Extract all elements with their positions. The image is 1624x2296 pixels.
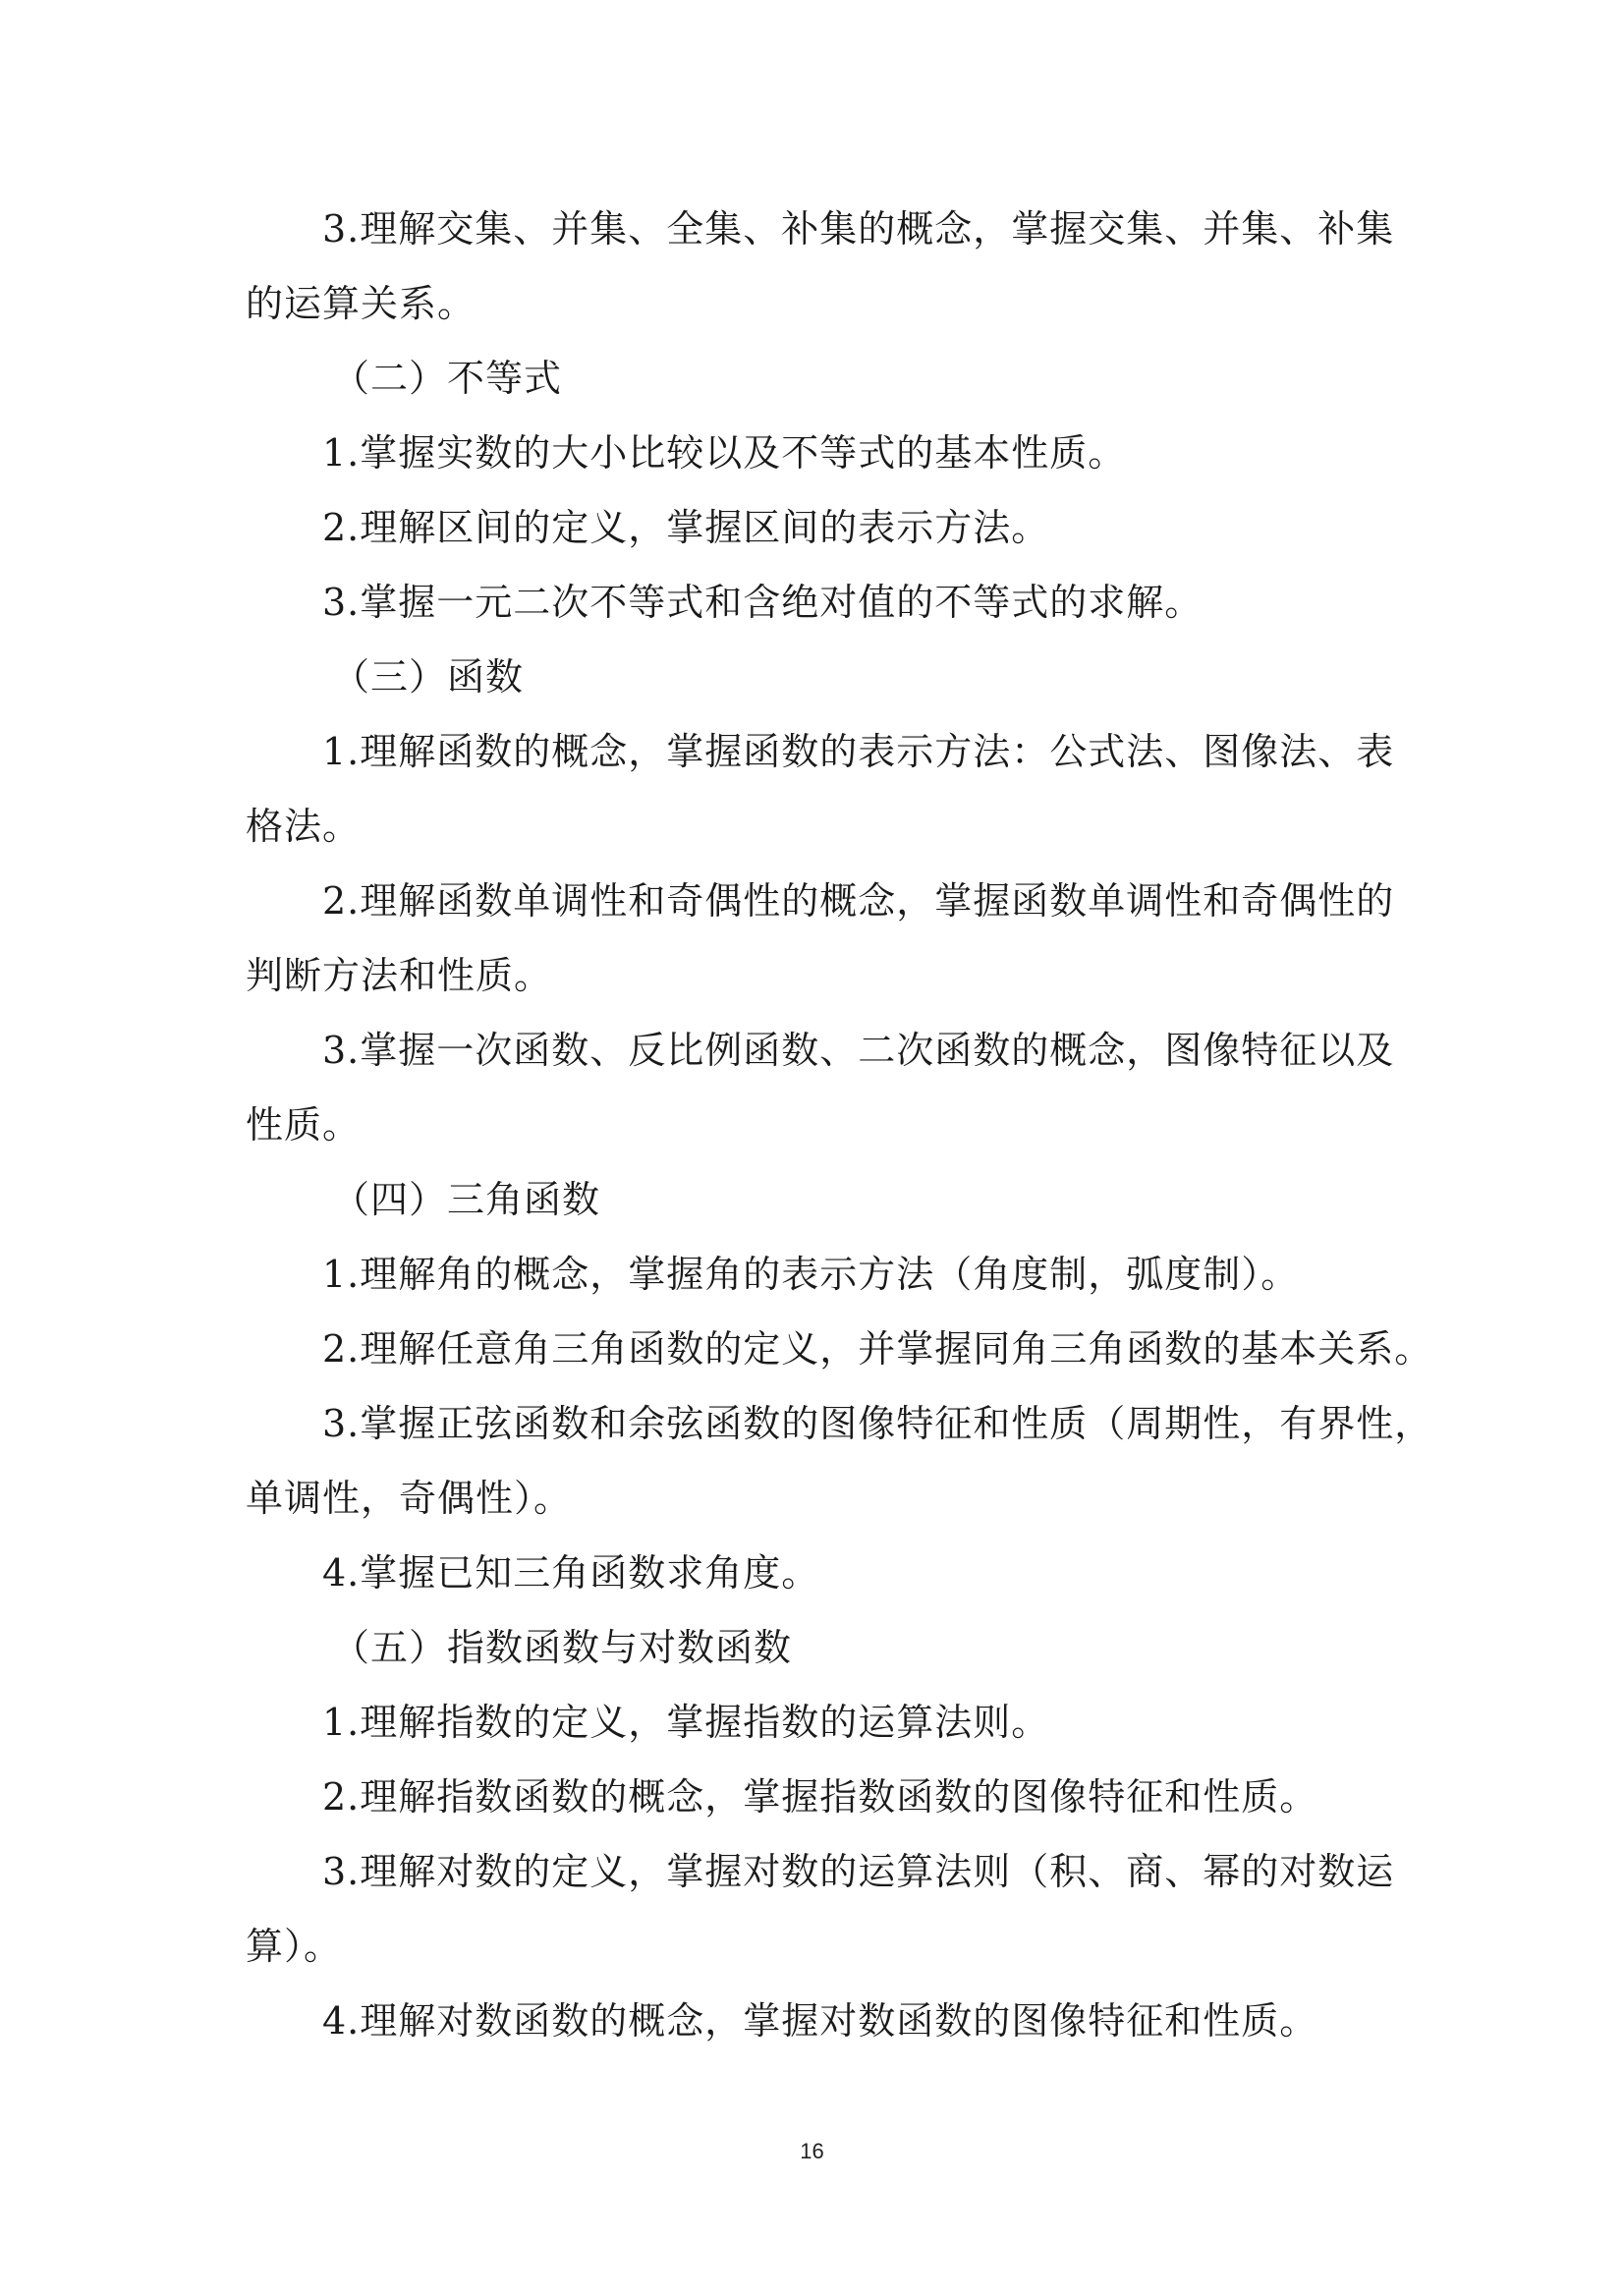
item-sets-3-cont: 的运算关系。 (246, 282, 476, 325)
section-heading-inequalities: （二）不等式 (332, 357, 563, 400)
item-inequalities-3: 3.掌握一元二次不等式和含绝对值的不等式的求解。 (322, 581, 1204, 624)
item-functions-2-cont: 判断方法和性质。 (246, 954, 553, 997)
page-number: 16 (800, 2139, 824, 2163)
item-functions-1-cont: 格法。 (246, 805, 362, 848)
item-exp-log-4: 4.理解对数函数的概念，掌握对数函数的图像特征和性质。 (322, 1999, 1318, 2043)
item-trig-3: 3.掌握正弦函数和余弦函数的图像特征和性质（周期性，有界性， (322, 1402, 1433, 1445)
item-functions-3-cont: 性质。 (246, 1103, 362, 1147)
item-exp-log-2: 2.理解指数函数的概念，掌握指数函数的图像特征和性质。 (322, 1775, 1318, 1819)
section-heading-functions: （三）函数 (332, 655, 525, 699)
item-exp-log-1: 1.理解指数的定义，掌握指数的运算法则。 (322, 1701, 1050, 1744)
item-exp-log-3-cont: 算）。 (246, 1925, 343, 1968)
item-trig-3-cont: 单调性，奇偶性）。 (246, 1477, 573, 1520)
item-functions-1: 1.理解函数的概念，掌握函数的表示方法：公式法、图像法、表 (322, 730, 1395, 773)
section-heading-trig: （四）三角函数 (332, 1178, 601, 1221)
item-functions-3: 3.掌握一次函数、反比例函数、二次函数的概念，图像特征以及 (322, 1029, 1395, 1072)
section-heading-exp-log: （五）指数函数与对数函数 (332, 1626, 793, 1669)
item-trig-1: 1.理解角的概念，掌握角的表示方法（角度制，弧度制）。 (322, 1253, 1300, 1296)
item-trig-2: 2.理解任意角三角函数的定义，并掌握同角三角函数的基本关系。 (322, 1327, 1433, 1371)
item-inequalities-2: 2.理解区间的定义，掌握区间的表示方法。 (322, 506, 1050, 549)
item-sets-3: 3.理解交集、并集、全集、补集的概念，掌握交集、并集、补集 (322, 207, 1395, 251)
item-functions-2: 2.理解函数单调性和奇偶性的概念，掌握函数单调性和奇偶性的 (322, 879, 1395, 923)
item-trig-4: 4.掌握已知三角函数求角度。 (322, 1551, 820, 1595)
item-inequalities-1: 1.掌握实数的大小比较以及不等式的基本性质。 (322, 431, 1127, 475)
page-body (246, 192, 1433, 2058)
item-exp-log-3: 3.理解对数的定义，掌握对数的运算法则（积、商、幂的对数运 (322, 1850, 1395, 1893)
